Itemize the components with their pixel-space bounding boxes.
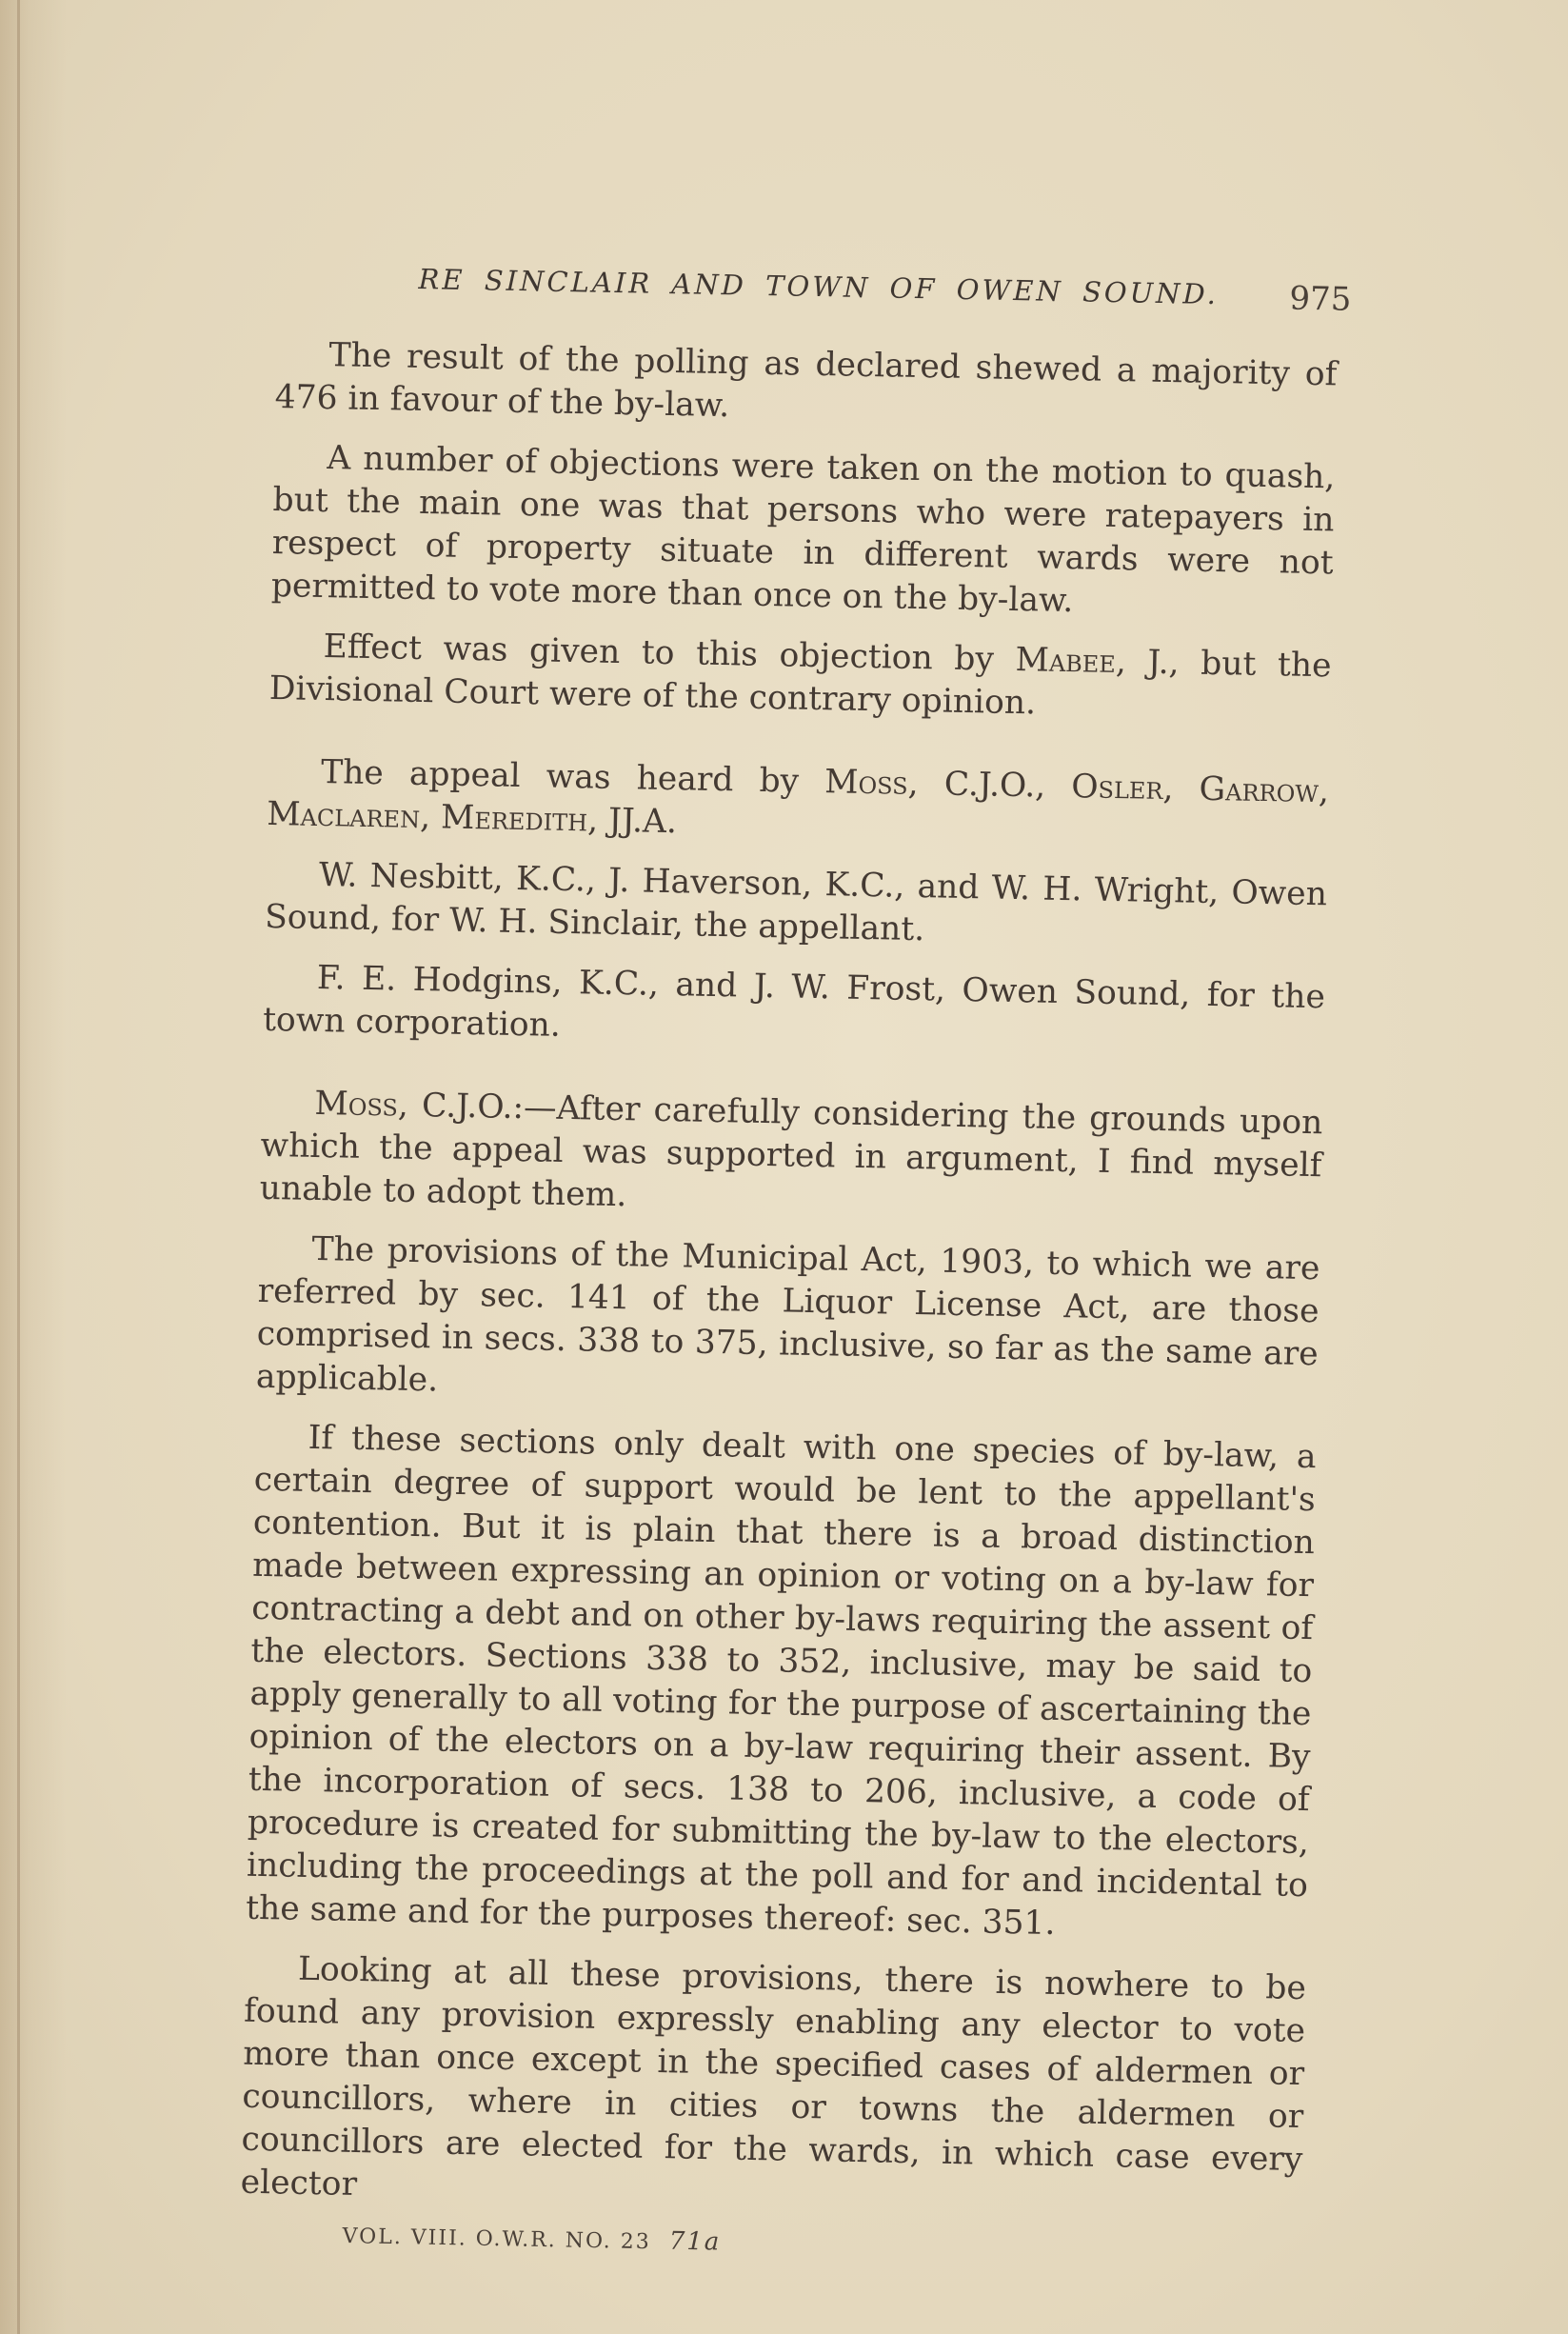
body-text xyxy=(240,333,1338,2242)
running-title: RE SINCLAIR AND TOWN OF OWEN SOUND. xyxy=(418,262,1220,311)
printer-signature xyxy=(342,2221,721,2257)
paragraph-objections: A number of objections were taken on the motion to quash, but the main one was that persons who were ratepayers in respect of property situate in different wards were not permitted to vote more than once on the by-law. xyxy=(270,439,1336,621)
page-header xyxy=(418,257,1352,332)
paragraph-provisions: Looking at all these provisions, there is nowhere to be found any provision expressly enabling any elector to vote more than once except in the specified cases of aldermen or councillors, where in cities or towns the aldermen or councillors are elected for the wards, in which case every elector xyxy=(240,1949,1307,2204)
paragraph-municipal-act: The provisions of the Municipal Act, 1903, to which we are referred by sec. 141 of the Liquor License Act, are those comprised in secs. 338 to 375, inclusive, so far as the same are applicable. xyxy=(255,1229,1320,1400)
judgment-opening-text: After carefully considering the grounds upon which the appeal was supported in argument, I find myself unable to adopt them. xyxy=(259,1088,1323,1215)
judgment-author: Moss, C.J.O.:— xyxy=(314,1084,558,1127)
paragraph-bench xyxy=(267,750,1330,856)
paragraph-poll-result: The result of the polling as declared shewed a majority of 476 in favour of the by-law. xyxy=(274,336,1338,426)
paragraph-effect-rest: , but the Divisional Court were of the contrary opinion. xyxy=(268,644,1332,723)
book-gutter-shadow xyxy=(17,0,20,2334)
paragraph-sections: If these sections only dealt with one species of by-law, a certain degree of support would be lent to the appellant's contention. But it is plain that there is a broad distinction made between expressing an opinion or voting on a by-law for contracting a debt and on other by-laws requiring the assent of the electors. Sections 338 to 352, inclusive, may be said to apply generally to all voting for the purpose of ascertaining the opinion of the electors on a by-law requiring their assent. By the incorporation of secs. 138 to 206, inclusive, a code of procedure is created for submitting the by-law to the electors, including the proceedings at the poll and for and incidental to the same and for the purposes thereof: sec. 351. xyxy=(245,1418,1317,1944)
bench-names: Moss, C.J.O., Osler, Garrow, Maclaren, Meredith, JJ.A. xyxy=(266,763,1330,842)
paragraph-effect-lead: Effect was given to this objection by xyxy=(323,628,995,679)
paragraph-effect xyxy=(268,625,1332,730)
page-number: 975 xyxy=(1289,279,1352,319)
paragraph-counsel-respondent: F. E. Hodgins, K.C., and J. W. Frost, Owen Sound, for the town corporation. xyxy=(262,958,1326,1045)
paragraph-bench-lead: The appeal was heard by xyxy=(320,752,800,801)
judge-name: Mabee, J. xyxy=(1015,640,1170,683)
paragraph-counsel-appellant: W. Nesbitt, K.C., J. Haverson, K.C., and W. H. Wright, Owen Sound, for W. H. Sinclair, the appellant. xyxy=(264,855,1328,949)
signature-text: VOL. VIII. O.W.R. NO. 23 xyxy=(342,2224,651,2255)
paragraph-judgment-opening xyxy=(259,1082,1322,1230)
signature-mark: 71a xyxy=(668,2226,722,2257)
